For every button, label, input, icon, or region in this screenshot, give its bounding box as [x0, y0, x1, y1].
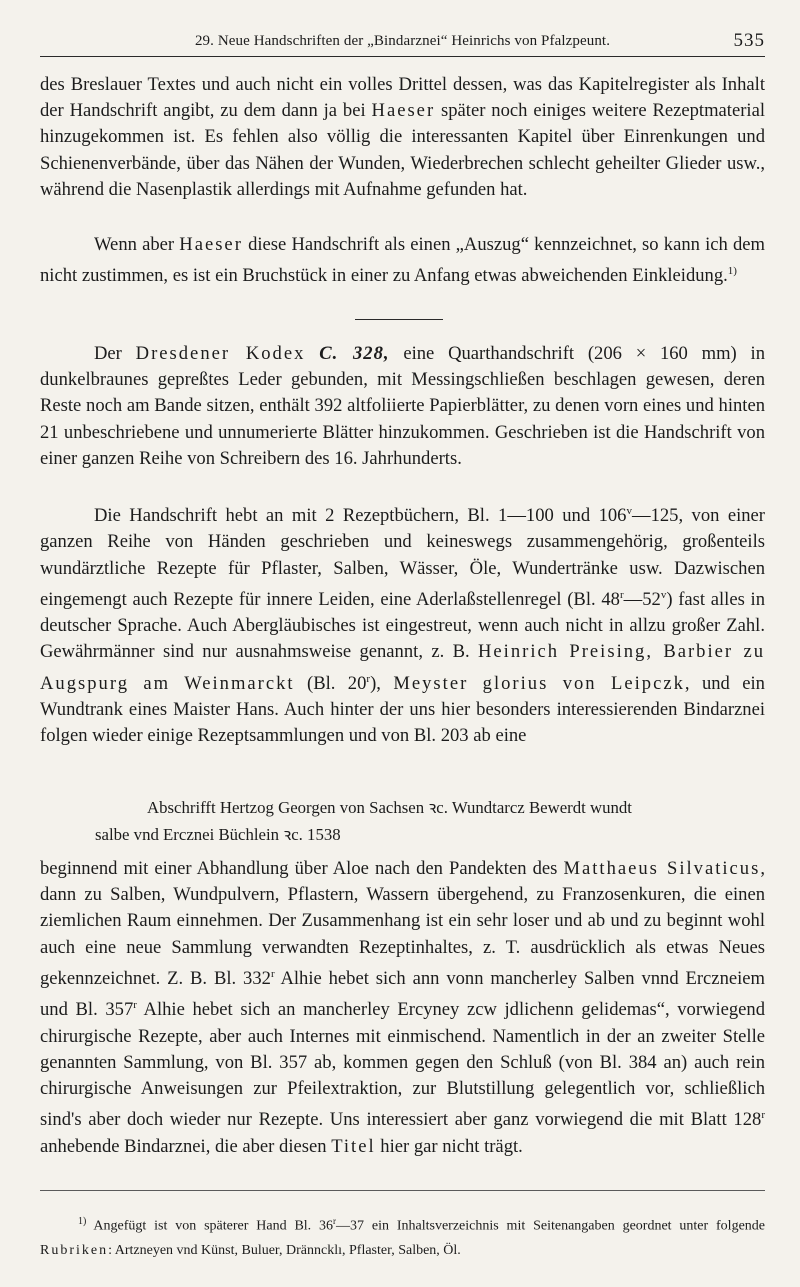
author-name: Matthaeus Silvaticus: [563, 858, 761, 879]
running-header: [40, 26, 765, 57]
paragraph-haeser-comment: Wenn aber Haeser diese Handschrift als einen „Auszug“ kennzeichnet, so kann ich dem nicht zustimmen, es ist ein Bruchstück in einer zu Anfang etwas abweichenden Einkleidung.$^{1)}$: [40, 234, 765, 287]
footnote-rule: [40, 1190, 765, 1191]
footnote-marker: 1): [78, 1216, 87, 1227]
paragraph-dresden-codex: Der Dresdener Kodex C. 328, eine Quarthandschrift (206 × 160 mm) in dunkelbraunes gepreßtes Leder gebunden, mit Messingschließen beschlagen gewesen, deren Reste noch am Bande sitzen, enthält 392 altfoliierte Papierblätter, zu denen vorn eines und hinten 21 unbeschriebene und unnumerierte Blätter hinzukommen. Geschrieben ist die Handschrift von einer ganzen Reihe von Schreibern des 16. Jahrhunderts.: [40, 343, 765, 469]
paragraph-aloe-treatise: beginnend mit einer Abhandlung über Aloe nach den Pandekten des Matthaeus Silvaticus, dann zu Salben, Wundpulvern, Pflastern, Wassern übergehend, zu Franzosenkuren, die einen ziemlichen Raum einnehmen. Der Zusammenhang ist ein sehr loser und ab und zu beginnt wohl auch eine neue Sammlung verwandten Rezeptinhaltes, z. T. ausdrücklich als etwas Neues gekennzeichnet. Z. B. Bl. 332$^r$ Alhie hebet sich ann vonn mancherley Salben vnnd Erczneiem und Bl. 357$^r$ Alhie hebet sich an mancherley Ercyney zcw jdlichenn gelidemas“, vorwiegend chirurgische Rezepte, aber auch Internes mit einmischend. Namentlich in der an zweiter Stelle genannten Sammlung, von Bl. 357 ab, kommen gegen den Schluß (von Bl. 384 an) auch rein chirurgische Anweisungen zur Pfeilextraktion, zur Blutstillung gelegentlich vor, schließlich sind's aber doch wieder nur Rezepte. Uns interessiert aber ganz vorwiegend die mit Blatt 128$^r$ anhebende Bindarznei, die aber diesen Titel hier gar nicht trägt.: [40, 858, 766, 1157]
paragraph-recipe-books: Die Handschrift hebt an mit 2 Rezeptbüchern, Bl. 1—100 und 106$^v$—125, von einer ganzen Reihe von Händen geschrieben und keineswegs zusammengehörig, großenteils wundärztliche Rezepte für Pflaster, Salben, Wässer, Öle, Wundertränke usw. Dazwischen eingemengt auch Rezepte für innere Leiden, eine Aderlaßstellenregel (Bl. 48$^r$—52$^v$) fast alles in deutscher Sprache. Auch Abergläubisches ist eingestreut, wenn auch nicht in allzu großer Zahl. Gewährmänner sind nur ausnahmsweise genannt, z. B. Heinrich Preising, Barbier zu Augspurg am Weinmarckt (Bl. 20$^r$), Meyster glorius von Leipczk, und ein Wundtrank eines Maister Hans. Auch hinter der uns hier besonders interessierenden Bindarznei folgen wieder einige Rezeptsammlungen und von Bl. 203 ab eine: [40, 505, 766, 747]
shelfmark: C. 328,: [319, 343, 390, 364]
page-number: 535: [733, 30, 765, 51]
person-name: Meyster glorius von Leipczk: [393, 672, 685, 694]
author-name: Haeser: [371, 100, 436, 122]
author-name: Haeser: [179, 234, 243, 255]
quoted-title: Abschrifft Hertzog Georgen von Sachsen ꝛc. Wundtarcz Bewerdt wundt salbe vnd Ercznei Büchlein ꝛc. 1538: [95, 798, 632, 844]
section-separator: [355, 319, 443, 320]
running-title: 29. Neue Handschriften der „Bindarznei“ Heinrichs von Pfalzpeunt.: [194, 33, 611, 49]
footnote-reference: 1): [727, 265, 737, 278]
paragraph-breslau-text: des Breslauer Textes und auch nicht ein volles Drittel dessen, was das Kapitelregister als Inhalt der Handschrift angibt, zu dem dann ja bei Haeser später noch einiges weitere Rezeptmaterial hinzugekommen ist. Es fehlen also völlig die interessanten Kapitel über Einrenkungen und Schienenverbände, über das Nähen der Wunden, Wiederbrechen schlecht geheilter Glieder usw., während die Nasenplastik allerdings mit Aufnahme gefunden hat.: [40, 74, 765, 200]
person-name: Heinrich Preising, Barbier zu Augspurg am Weinmarckt: [40, 641, 765, 694]
emphasized-word: Titel: [331, 1135, 376, 1157]
manuscript-name: Dresdener Kodex: [135, 343, 306, 364]
footnote: $^{1)}$ Angefügt ist von späterer Hand Bl. 36$^r$—37 ein Inhaltsverzeichnis mit Seitenangaben geordnet unter folgende Rubriken: Artzneyen vnd Künst, Buluer, Dränncklı, Pflaster, Salben, Öl.: [40, 1216, 766, 1258]
